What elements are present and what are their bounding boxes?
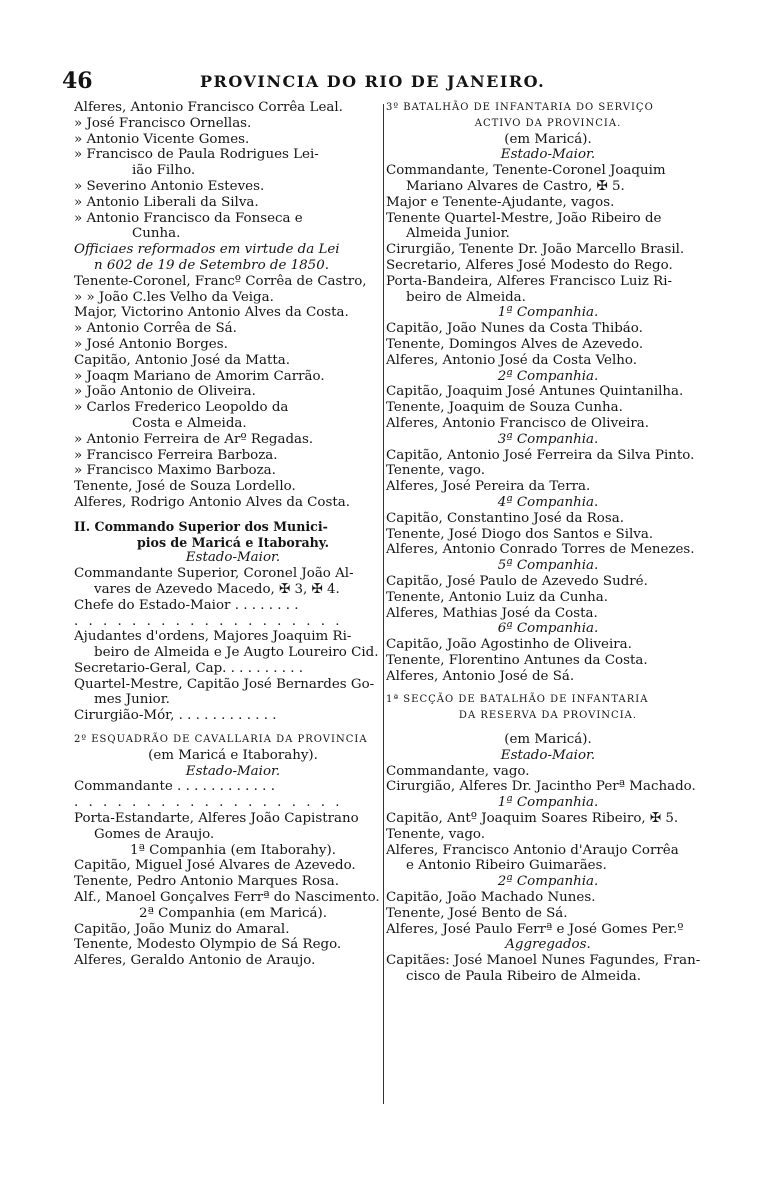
- text-line: Tenente, Joaquim de Souza Cunha.: [386, 400, 623, 416]
- text-line: 4ª Companhia.: [497, 494, 599, 510]
- text-line: . . . . . . . . . . . . . . . . . . .: [74, 613, 343, 629]
- text-line: » Antonio Francisco da Fonseca e: [74, 210, 303, 226]
- text-line: » João Antonio de Oliveira.: [74, 384, 256, 400]
- text-line: Aggregados.: [505, 937, 591, 953]
- text-line: Commandante Superior, Coronel João Al-: [74, 566, 354, 582]
- text-line: (em Maricá).: [504, 732, 592, 748]
- text-line: 1ª Companhia.: [497, 305, 599, 321]
- text-line: Capitão, Antº Joaquim Soares Ribeiro, ✠ 5.: [386, 811, 679, 827]
- text-line: 2ª Companhia.: [497, 874, 599, 890]
- text-line: » José Antonio Borges.: [74, 336, 228, 352]
- text-line: Alferes, Antonio José de Sá.: [386, 668, 575, 684]
- page-number: 46: [62, 68, 93, 94]
- text-line: Major, Victorino Antonio Alves da Costa.: [74, 305, 349, 321]
- text-line: Estado-Maior.: [500, 747, 596, 763]
- text-line: » José Francisco Ornellas.: [74, 115, 252, 131]
- text-line: » Francisco Maximo Barboza.: [74, 463, 276, 479]
- running-header: [62, 68, 582, 92]
- text-line: Alferes, José Paulo Ferrª e José Gomes Per.º: [386, 921, 684, 937]
- left-column: [74, 100, 392, 969]
- text-line: 2ª Companhia (em Maricá).: [139, 905, 327, 921]
- text-line: Commandante, vago.: [386, 763, 530, 779]
- text-line: Cirurgião, Alferes Dr. Jacintho Perª Machado.: [386, 779, 696, 795]
- text-line: Ajudantes d'ordens, Majores Joaquim Ri-: [74, 629, 352, 645]
- text-line: Mariano Alvares de Castro, ✠ 5.: [406, 178, 625, 194]
- text-line: Tenente, José Bento de Sá.: [386, 905, 568, 921]
- text-line: Tenente, Florentino Antunes da Costa.: [386, 652, 648, 668]
- text-line: » Joaqm Mariano de Amorim Carrão.: [74, 368, 325, 384]
- text-line: Alferes, Rodrigo Antonio Alves da Costa.: [74, 494, 350, 510]
- text-line: Capitão, Antonio José da Matta.: [74, 352, 290, 368]
- spacer: [74, 511, 392, 519]
- text-line: Quartel-Mestre, Capitão José Bernardes Go-: [74, 676, 375, 692]
- text-line: » Francisco Ferreira Barboza.: [74, 447, 278, 463]
- text-line: Tenente, José de Souza Lordello.: [74, 479, 296, 495]
- text-line: Alferes, Francisco Antonio d'Araujo Corrêa: [386, 842, 679, 858]
- text-line: » Carlos Frederico Leopoldo da: [74, 400, 289, 416]
- text-line: Almeida Junior.: [406, 226, 510, 242]
- text-line: Porta-Estandarte, Alferes João Capistrano: [74, 811, 359, 827]
- text-line: 2º ESQUADRÃO DE CAVALLARIA DA PROVINCIA: [74, 734, 368, 746]
- text-line: 3º BATALHÃO DE INFANTARIA DO SERVIÇO: [386, 102, 654, 113]
- text-line: » Antonio Ferreira de Arº Regadas.: [74, 431, 314, 447]
- right-column: [386, 100, 710, 985]
- text-line: 2ª Companhia.: [497, 368, 599, 384]
- text-line: Cirurgião, Tenente Dr. João Marcello Brasil.: [386, 242, 685, 258]
- text-line: Tenente, vago.: [386, 826, 486, 842]
- text-line: beiro de Almeida.: [406, 289, 526, 305]
- text-line: Alferes, José Pereira da Terra.: [386, 479, 591, 495]
- text-line: Capitão, João Agostinho de Oliveira.: [386, 637, 632, 653]
- text-line: Chefe do Estado-Maior . . . . . . . .: [74, 597, 299, 613]
- text-line: n 602 de 19 de Setembro de 1850.: [94, 257, 329, 273]
- text-line: Capitão, Antonio José Ferreira da Silva Pinto.: [386, 447, 695, 463]
- text-line: beiro de Almeida e Je Augto Loureiro Cid.: [94, 645, 379, 661]
- text-line: ACTIVO DA PROVINCIA.: [474, 117, 622, 129]
- text-line: Secretario-Geral, Cap. . . . . . . . . .: [74, 660, 304, 676]
- text-line: Alferes, Antonio Conrado Torres de Menezes.: [386, 542, 695, 558]
- text-line: » Antonio Vicente Gomes.: [74, 131, 250, 147]
- text-line: Alferes, Geraldo Antonio de Araujo.: [74, 953, 316, 969]
- text-line: Estado-Maior.: [500, 147, 596, 163]
- text-line: DA RESERVA DA PROVINCIA.: [458, 710, 638, 722]
- text-line: Porta-Bandeira, Alferes Francisco Luiz Ri-: [386, 273, 673, 289]
- spacer: [386, 684, 710, 692]
- spacer: [74, 724, 392, 732]
- text-line: Gomes de Araujo.: [94, 826, 215, 842]
- text-line: Capitão, João Muniz do Amaral.: [74, 921, 290, 937]
- text-line: ião Filho.: [132, 163, 196, 179]
- text-line: Alferes, Antonio Francisco de Oliveira.: [386, 415, 649, 431]
- text-line: Secretario, Alferes José Modesto do Rego.: [386, 257, 673, 273]
- text-line: e Antonio Ribeiro Guimarães.: [406, 858, 607, 874]
- page-title: PROVINCIA DO RIO DE JANEIRO.: [200, 72, 546, 91]
- spacer: [386, 724, 710, 732]
- text-line: (em Maricá).: [504, 131, 592, 147]
- text-line: 1ª Companhia.: [497, 795, 599, 811]
- text-line: vares de Azevedo Macedo, ✠ 3, ✠ 4.: [94, 581, 340, 597]
- text-line: Commandante, Tenente-Coronel Joaquim: [386, 163, 666, 179]
- text-line: Tenente-Coronel, Francº Corrêa de Castro,: [74, 273, 367, 289]
- text-line: cisco de Paula Ribeiro de Almeida.: [406, 969, 642, 985]
- text-line: Capitão, João Nunes da Costa Thibáo.: [386, 321, 643, 337]
- text-line: 6ª Companhia.: [497, 621, 599, 637]
- text-line: 1ª Companhia (em Itaborahy).: [130, 842, 336, 858]
- text-line: Alf., Manoel Gonçalves Ferrª do Nascimento.: [74, 890, 380, 906]
- text-line: Commandante . . . . . . . . . . . .: [74, 779, 275, 795]
- text-line: Cunha.: [132, 226, 181, 242]
- text-line: Tenente, Antonio Luiz da Cunha.: [386, 589, 609, 605]
- text-line: Tenente Quartel-Mestre, João Ribeiro de: [386, 210, 662, 226]
- text-line: (em Maricá e Itaborahy).: [148, 747, 318, 763]
- text-line: Estado-Maior.: [185, 550, 281, 566]
- text-line: Cirurgião-Mór, . . . . . . . . . . . .: [74, 708, 277, 724]
- text-line: Alferes, Antonio José da Costa Velho.: [386, 352, 637, 368]
- text-line: Tenente, vago.: [386, 463, 486, 479]
- text-line: Major e Tenente-Ajudante, vagos.: [386, 194, 615, 210]
- text-line: . . . . . . . . . . . . . . . . . . .: [74, 795, 343, 811]
- text-line: Costa e Almeida.: [132, 415, 247, 431]
- text-line: 1ª SECÇÃO DE BATALHÃO DE INFANTARIA: [386, 694, 649, 706]
- text-line: » Severino Antonio Esteves.: [74, 178, 265, 194]
- text-line: Tenente, José Diogo dos Santos e Silva.: [386, 526, 654, 542]
- text-line: 5ª Companhia.: [497, 558, 599, 574]
- text-line: 3ª Companhia.: [497, 431, 599, 447]
- text-line: Capitão, João Machado Nunes.: [386, 890, 596, 906]
- text-line: » Antonio Corrêa de Sá.: [74, 321, 237, 337]
- text-line: » » João C.les Velho da Veiga.: [74, 289, 274, 305]
- text-line: II. Commando Superior dos Munici-: [74, 518, 328, 534]
- text-line: Alferes, Antonio Francisco Corrêa Leal.: [74, 100, 343, 115]
- text-line: Capitão, Miguel José Alvares de Azevedo.: [74, 858, 356, 874]
- text-line: Capitão, José Paulo de Azevedo Sudré.: [386, 573, 648, 589]
- text-line: Estado-Maior.: [185, 763, 281, 779]
- text-line: » Francisco de Paula Rodrigues Lei-: [74, 147, 319, 163]
- text-line: Tenente, Domingos Alves de Azevedo.: [386, 336, 644, 352]
- text-line: » Antonio Liberali da Silva.: [74, 194, 259, 210]
- text-line: Tenente, Modesto Olympio de Sá Rego.: [74, 937, 342, 953]
- text-line: Tenente, Pedro Antonio Marques Rosa.: [74, 874, 339, 890]
- text-line: Capitão, Constantino José da Rosa.: [386, 510, 624, 526]
- text-line: Capitães: José Manoel Nunes Fagundes, Fran-: [386, 953, 701, 969]
- text-line: mes Junior.: [94, 692, 170, 708]
- text-line: Officiaes reformados em virtude da Lei: [74, 242, 340, 258]
- text-line: Capitão, Joaquim José Antunes Quintanilha.: [386, 384, 684, 400]
- text-line: Alferes, Mathias José da Costa.: [386, 605, 598, 621]
- text-line: pios de Maricá e Itaborahy.: [136, 534, 330, 550]
